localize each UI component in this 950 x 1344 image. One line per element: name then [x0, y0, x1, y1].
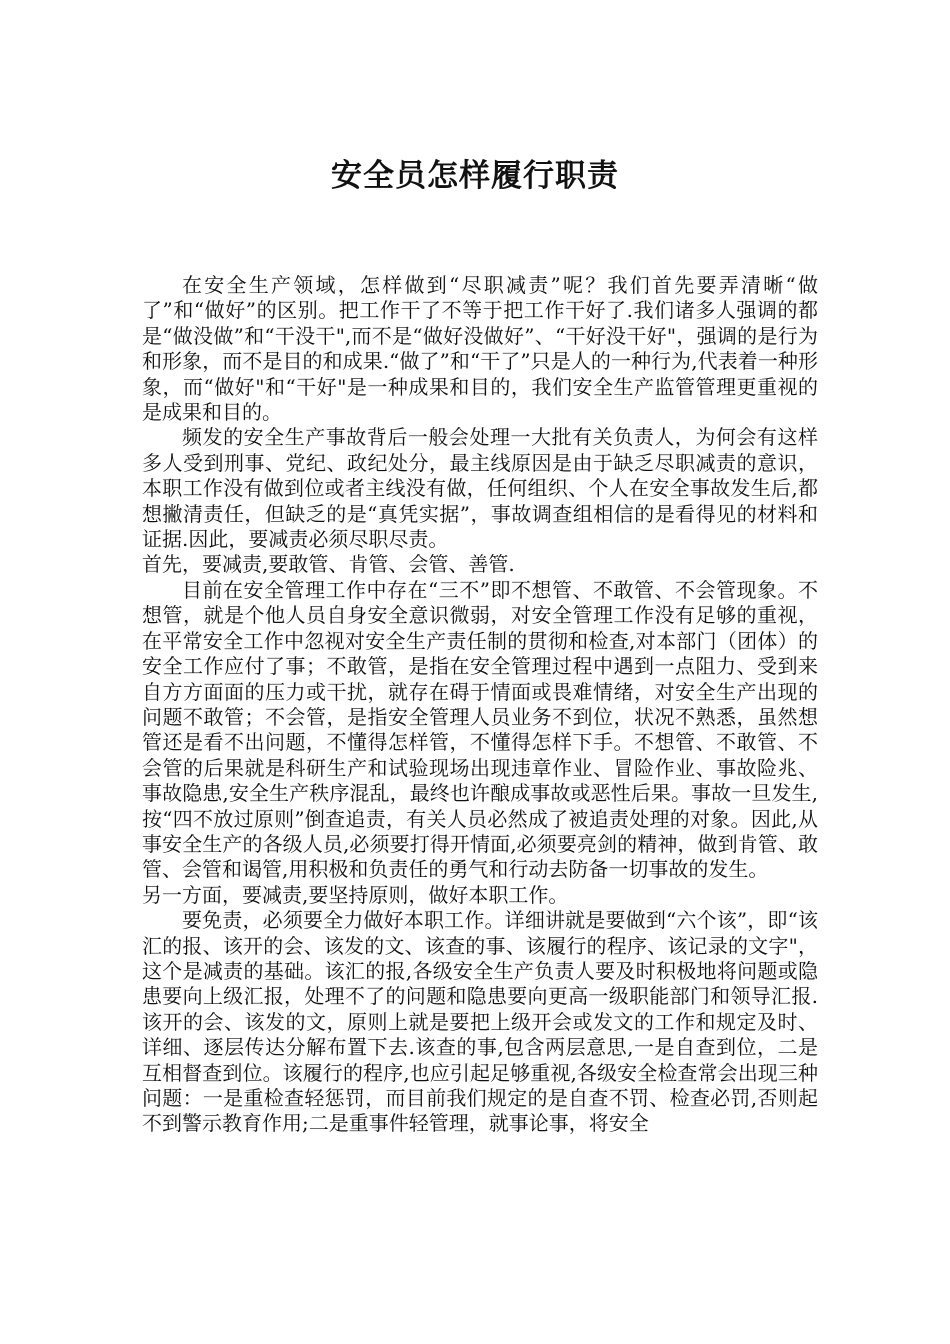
paragraph-1: 在安全生产领域，怎样做到“尽职减责”呢？我们首先要弄清晰“做了”和“做好”的区别。把工作干了不等于把工作干好了.我们诸多人强调的都是“做没做”和“干没干",而不是“做好没做好”、“干好没干好"，强调的是行为和形象，而不是目的和成果.“做了”和“干了”只是人的一种行为,代表着一种形象，而“做好"和“干好"是一种成果和目的，我们安全生产监管管理更重视的是成果和目的。 [142, 273, 818, 425]
paragraph-5: 另一方面，要减责,要坚持原则，做好本职工作。 [142, 882, 569, 907]
paragraph-3: 首先，要减责,要敢管、肯管、会管、善管. [142, 552, 515, 577]
document-body [142, 273, 818, 1137]
paragraph-2: 频发的安全生产事故背后一般会处理一大批有关负责人，为何会有这样多人受到刑事、党纪、政纪处分，最主线原因是由于缺乏尽职减责的意识，本职工作没有做到位或者主线没有做，任何组织、个人在安全事故发生后,都想撇清责任，但缺乏的是“真凭实据”，事故调查组相信的是看得见的材料和证据.因此，要减责必须尽职尽责。 [142, 425, 818, 552]
paragraph-6: 要免责，必须要全力做好本职工作。详细讲就是要做到“六个该”，即“该汇的报、该开的会、该发的文、该查的事、该履行的程序、该记录的文字"，这个是减责的基础。该汇的报,各级安全生产负责人要及时积极地将问题或隐患要向上级汇报，处理不了的问题和隐患要向更高一级职能部门和领导汇报.该开的会、该发的文，原则上就是要把上级开会或发文的工作和规定及时、详细、逐层传达分解布置下去.该查的事,包含两层意思,一是自查到位，二是互相督查到位。该履行的程序,也应引起足够重视,各级安全检查常会出现三种问题：一是重检查轻惩罚，而目前我们规定的是自查不罚、检查必罚,否则起不到警示教育作用;二是重事件轻管理，就事论事，将安全 [142, 908, 818, 1136]
paragraph-4: 目前在安全管理工作中存在“三不”即不想管、不敢管、不会管现象。不想管，就是个他人员自身安全意识微弱，对安全管理工作没有足够的重视，在平常安全工作中忽视对安全生产责任制的贯彻和检查,对本部门（团体）的安全工作应付了事；不敢管，是指在安全管理过程中遇到一点阻力、受到来自方方面面的压力或干扰，就存在碍于情面或畏难情绪，对安全生产出现的问题不敢管；不会管，是指安全管理人员业务不到位，状况不熟悉，虽然想管还是看不出问题，不懂得怎样管，不懂得怎样下手。不想管、不敢管、不会管的后果就是科研生产和试验现场出现违章作业、冒险作业、事故险兆、事故隐患,安全生产秩序混乱，最终也许酿成事故或恶性后果。事故一旦发生,按“四不放过原则”倒查追责，有关人员必然成了被追责处理的对象。因此,从事安全生产的各级人员,必须要打得开情面,必须要亮剑的精神，做到肯管、敢管、会管和谒管,用积极和负责任的勇气和行动去防备一切事故的发生。 [142, 577, 818, 882]
document-title: 安全员怎样履行职责 [331, 158, 619, 194]
